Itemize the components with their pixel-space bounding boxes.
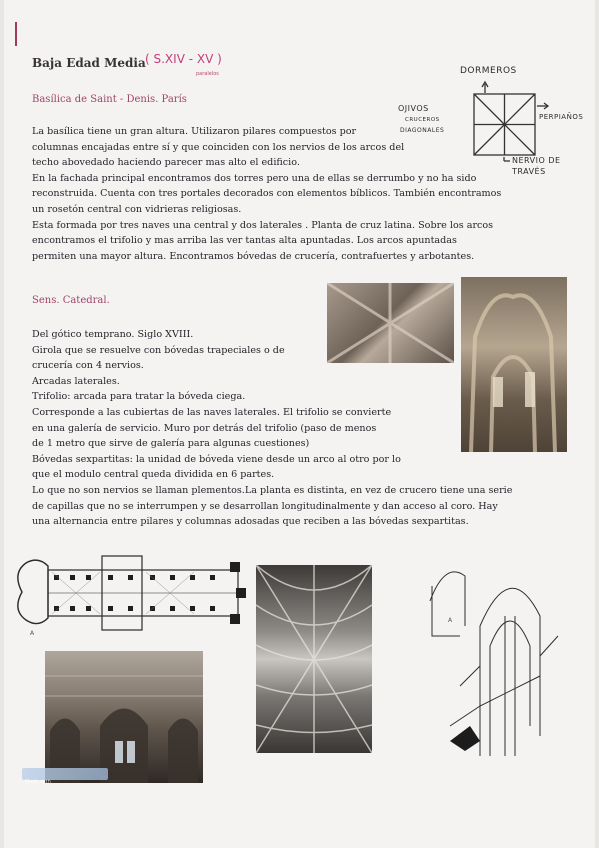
section2-heading: Sens. Catedral. <box>32 295 110 306</box>
sketch-label-left: OJIVOS <box>398 104 429 113</box>
section1-body <box>32 124 572 264</box>
section1-line: La basílica tiene un gran altura. Utilizaron pilares compuestos por <box>32 126 357 137</box>
section2-line: que el modulo central queda dividida en 6 partes. <box>32 469 275 481</box>
section2-line: una alternancia entre pilares y columnas adosadas que reciben a las bóvedas sexpartitas. <box>32 516 469 528</box>
sexpartite-vault-photo <box>256 565 372 753</box>
section1-line: un rosetón central con vidrieras religiosas. <box>32 203 242 215</box>
section2-line: Corresponde a las cubiertas de las naves laterales. El trifolio se convierte <box>32 406 392 418</box>
nave-interior-photo <box>45 651 203 783</box>
section1-line: reconstruida. Cuenta con tres portales decorados con elementos bíblicos. También encontramos <box>32 188 502 200</box>
sketch-label-left-small: CRUCEROS <box>405 117 440 123</box>
section1-line: columnas encajadas entre sí y que coinciden con los nervios de los arcos del <box>32 141 405 153</box>
section2-line: de 1 metro que sirve de galería para algunas cuestiones) <box>32 438 310 450</box>
section2-line: crucería con 4 nervios. <box>32 360 144 372</box>
page-title: Baja Edad Media <box>32 56 146 70</box>
cathedral-floor-plan <box>12 548 248 638</box>
section1-line: En la fachada principal encontramos dos torres pero una de ellas se derrumbo y no ha sido <box>32 172 477 184</box>
title-annotation-small: paralelos <box>196 71 219 77</box>
sketch-label-left-overlap: DIAGONALES <box>400 127 445 134</box>
section2-line: Trifolio: arcada para tratar la bóveda ciega. <box>32 391 246 403</box>
section2-body <box>32 327 572 530</box>
vault-perspective-ribs <box>256 565 372 753</box>
section2-line: Lo que no son nervios se llaman plementos.La planta es distinta, en vez de crucero tiene una serie <box>32 484 513 496</box>
section2-line: Girola que se resuelve con bóvedas trapeciales o de <box>32 344 285 356</box>
watermark-text: Made with <box>25 779 51 785</box>
plan-caption: A <box>30 630 35 637</box>
section1-line: encontramos el trifolio y mas arriba las ver tantas alta apuntadas. Los arcos apuntadas <box>32 235 457 247</box>
section2-line: en una galería de servicio. Muro por detrás del trifolio (paso de menos <box>32 422 377 434</box>
section2-line: Arcadas laterales. <box>32 375 120 387</box>
sketch-label-right: PERPIAÑOS <box>539 113 584 121</box>
drawing-caption: A <box>448 617 453 624</box>
title-annotation: ( S.XIV - XV ) <box>145 52 222 66</box>
section1-line: Esta formada por tres naves una central y dos laterales . Planta de cruz latina. Sobre los arcos <box>32 219 494 231</box>
drawing-pier-base <box>450 726 480 751</box>
section1-line: techo abovedado haciendo parecer mas alto el edificio. <box>32 157 300 169</box>
section2-line: Bóvedas sexpartitas: la unidad de bóveda viene desde un arco al otro por lo <box>32 453 401 465</box>
section1-line: permiten una mayor altura. Encontramos bóvedas de crucería, contrafuertes y arbotantes. <box>32 250 475 262</box>
section2-line: Del gótico temprano. Siglo XVIII. <box>32 329 194 340</box>
nave-arcades <box>45 651 203 783</box>
section1-heading: Basílica de Saint - Denis. París <box>32 94 187 105</box>
cathedral-section-drawing <box>420 556 560 760</box>
watermark-badge <box>22 768 108 785</box>
sketch-label-top: DORMEROS <box>460 66 517 76</box>
margin-mark <box>15 22 17 46</box>
section2-line: de capillas que no se interrumpen y se desarrollan longitudinalmente y dan acceso al coro. Hay <box>32 500 498 512</box>
sketch-label-bottom: NERVIO DE TRAVÉS <box>512 156 561 176</box>
